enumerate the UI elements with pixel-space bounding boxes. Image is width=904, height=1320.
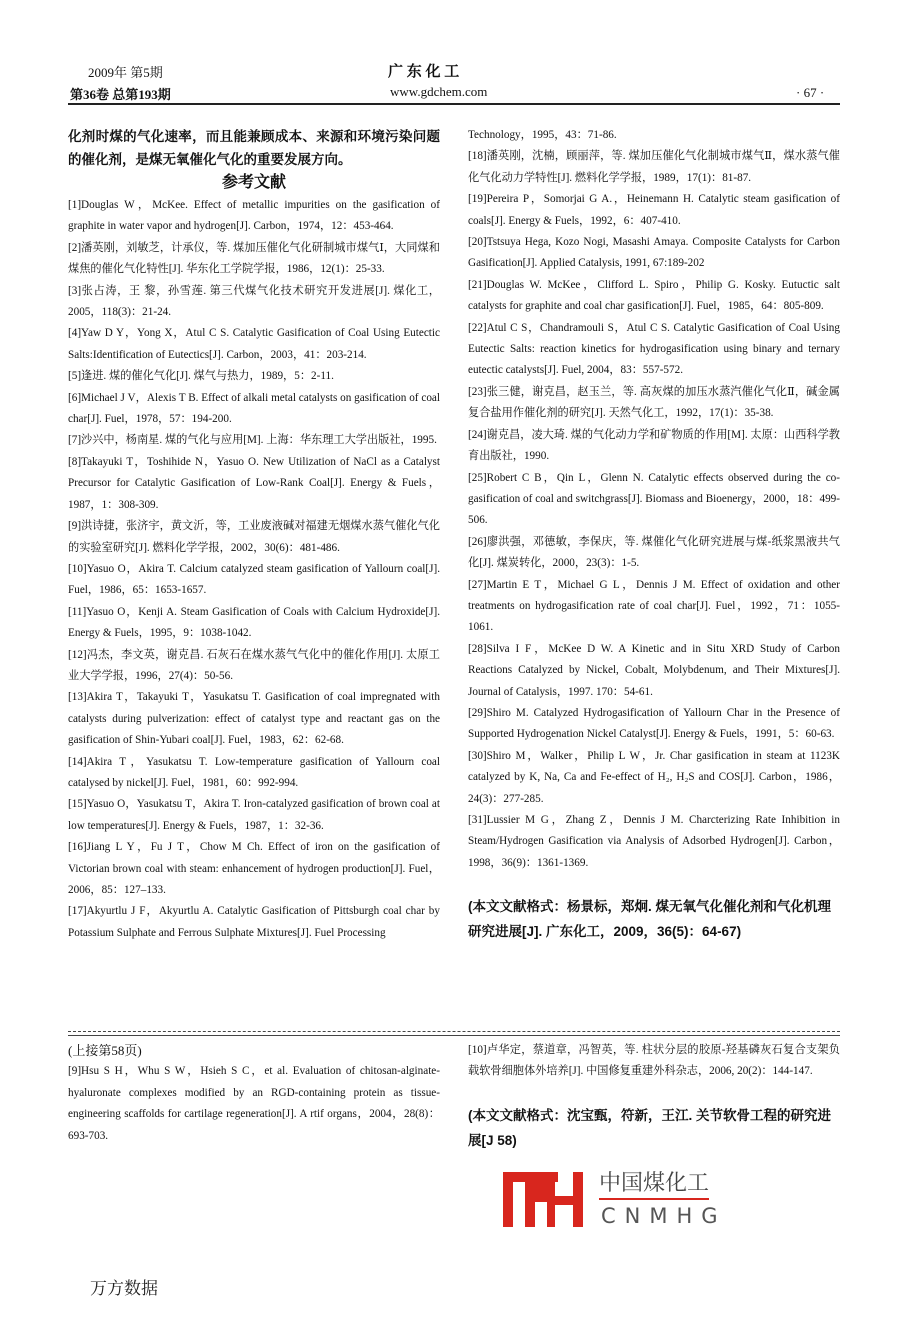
reference-item: [5]逢进. 煤的催化气化[J]. 煤气与热力，1989，5：2-11.: [68, 370, 334, 383]
reference-continuation: Technology，1995，43：71-86.: [468, 129, 617, 141]
reference-item: [25]Robert C B，Qin L，Glenn N. Catalytic effects observed during the co-gasification of coal and switchgrass[J]. Biomass and Bioenergy，2000，18：499-506.: [468, 471, 840, 527]
bottom-right-column: [468, 1040, 840, 1153]
reference-item: [12]冯杰，李文英，谢克昌. 石灰石在煤水蒸气气化中的催化作用[J]. 太原工业大学学报，1996，27(4)：50-56.: [68, 648, 440, 682]
reference-item: [17]Akyurtlu J F，Akyurtlu A. Catalytic Gasification of Pittsburgh coal char by Potassium Sulphate and Ferrous Sulphate Mixtures[J]. Fuel Processing: [68, 905, 440, 939]
reference-item: [21]Douglas W. McKee，Clifford L. Spiro，Philip G. Kosky. Eutuctic salt catalysts for graphite and coal char gasification[J]. Fuel，1985，64：805-809.: [468, 278, 840, 313]
reference-item: [30]Shiro M，Walker，Philip L W，Jr. Char gasification in steam at 1123K catalyzed by K, Na, Ca and Fe-effect of H₂, H₂S and COS[J]. Carbon，1986，24(3)：277-285.: [468, 749, 840, 805]
watermark-en-text: CNMHG: [601, 1204, 727, 1228]
reference-item: [11]Yasuo O，Kenji A. Steam Gasification of Coals with Calcium Hydroxide[J]. Energy & Fuels，1995，9：1038-1042.: [68, 605, 440, 640]
volume-label: 第36卷 总第193期: [70, 87, 171, 102]
citation-format: [468, 1103, 840, 1153]
reference-item: [10]卢华定，蔡道章，冯智英，等. 柱状分层的胶原-羟基磷灰石复合支架负载软骨细胞体外培养[J]. 中国修复重建外科杂志，2006, 20(2)：144-147.: [468, 1044, 840, 1078]
cnmhg-watermark-logo: [503, 1172, 728, 1232]
reference-item: [2]潘英刚，刘敏芝，计承仪，等. 煤加压催化气化研制城市煤气Ⅰ，大同煤和煤焦的催化气化特性[J]. 华东化工学院学报，1986，12(1)：25-33.: [68, 241, 440, 276]
reference-item: [8]Takayuki T，Toshihide N，Yasuo O. New Utilization of NaCl as a Catalyst Precursor for Catalytic Gasification of Low-Rank Coal[J]. Energy & Fuels，1987，1：308-309.: [68, 455, 440, 511]
reference-item: [9]Hsu S H，Whu S W，Hsieh S C，et al. Evaluation of chitosan-alginate-hyaluronate complexes modified by an RGD-containing protein as tissue-engineering scaffolds for cartilage regeneration[J]. A rtif organs，2004，28(8)：693-703.: [68, 1065, 440, 1142]
bottom-left-column: [68, 1040, 440, 1147]
reference-item: [16]Jiang L Y，Fu J T，Chow M Ch. Effect of iron on the gasification of Victorian brown coal with steam: enhancement of hydrogen production[J]. Fuel，2006，85：127–133.: [68, 841, 440, 896]
reference-item: [29]Shiro M. Catalyzed Hydrogasification of Yallourn Char in the Presence of Supported Hydrogenation Nickel Catalyst[J]. Energy & Fuels，1991，5：60-63.: [468, 706, 840, 741]
reference-item: [20]Tstsuya Hega, Kozo Nogi, Masashi Amaya. Composite Catalysts for Carbon Gasification[J]. Applied Catalysis, 1991, 67:189-202: [468, 236, 840, 270]
left-column: [68, 125, 440, 944]
page-number: · 67 ·: [796, 85, 825, 100]
citation-tail: 58): [497, 1132, 517, 1148]
reference-item: [15]Yasuo O，Yasukatsu T，Akira T. Iron-catalyzed gasification of brown coal at low temperatures[J]. Energy & Fuels，1987，1：32-36.: [68, 798, 440, 832]
citation-text: (本文文献格式：沈宝甄，符新，王江. 关节软骨工程的研究进展[J: [468, 1107, 831, 1148]
reference-item: [1]Douglas W，McKee. Effect of metallic impurities on the gasification of graphite in water vapor and hydrogen[J]. Carbon，1974，12：453-464.: [68, 199, 440, 233]
reference-item: [23]张三健，谢克昌，赵玉兰，等. 高灰煤的加压水蒸汽催化气化Ⅱ，碱金属复合盐用作催化剂的研究[J]. 天然气化工，1992，17(1)：35-38.: [468, 385, 840, 420]
reference-item: [3]张占涛，王 黎，孙雪莲. 第三代煤气化技术研究开发进展[J]. 煤化工，2005，118(3)：21-24.: [68, 284, 440, 319]
reference-item: [27]Martin E T，Michael G L，Dennis J M. Effect of oxidation and other treatments on hydrogasification rate of coal char[J]. Fuel，1992，71：1055-1061.: [468, 578, 840, 634]
footer-source: 万方数据: [90, 1279, 158, 1298]
reference-item: [26]廖洪强，邓德敏，李保庆，等. 煤催化气化研究进展与煤-纸浆黑液共气化[J]. 煤炭转化，2000，23(3)：1-5.: [468, 535, 840, 570]
reference-item: [14]Akira T，Yasukatsu T. Low-temperature gasification of Yallourn coal catalysed by nickel[J]. Fuel，1981，60：992-994.: [68, 755, 440, 789]
reference-item: [6]Michael J V，Alexis T B. Effect of alkali metal catalysts on gasification of coal char[J]. Fuel，1978，57：194-200.: [68, 391, 440, 426]
body-text: 化剂时煤的气化速率，而且能兼顾成本、来源和环境污染问题的催化剂，是煤无氧催化气化的重要发展方向。: [68, 129, 440, 167]
reference-item: [19]Pereira P，Somorjai G A.，Heinemann H. Catalytic steam gasification of coals[J]. Energy & Fuels，1992，6：407-410.: [468, 193, 840, 227]
reference-item: [24]谢克昌，凌大琦. 煤的气化动力学和矿物质的作用[M]. 太原：山西科学教育出版社，1990.: [468, 428, 840, 463]
reference-item: [9]洪诗捷，张济宇，黄文沂，等，工业废液碱对福建无烟煤水蒸气催化气化的实验室研究[J]. 燃料化学学报，2002，30(6)：481-486.: [68, 520, 440, 554]
reference-item: [7]沙兴中，杨南星. 煤的气化与应用[M]. 上海：华东理工大学出版社，1995.: [68, 434, 437, 447]
journal-title: 广 东 化 工: [388, 64, 460, 80]
right-column: [468, 125, 840, 944]
references-heading: 参考文献: [221, 174, 286, 191]
citation-format: (本文文献格式：杨景标，郑炯. 煤无氧气化催化剂和气化机理研究进展[J]. 广东化工，2009，36(5)：64-67): [468, 899, 831, 940]
reference-item: [10]Yasuo O，Akira T. Calcium catalyzed steam gasification of Yallourn coal[J]. Fuel，1986，65：1653-1657.: [68, 562, 440, 597]
reference-item: [22]Atul C S，Chandramouli S，Atul C S. Catalytic Gasification of Coal Using Eutectic Salts: reaction kinetics for hydrogasification using binary and ternary eutectic catalysts[J]. Fuel, 2004，83：557-572.: [468, 321, 840, 377]
journal-website: www.gdchem.com: [390, 84, 488, 99]
continued-from-label: (上接第58页): [68, 1043, 142, 1058]
issue-label: 2009年 第5期: [88, 65, 163, 80]
header-divider: [68, 103, 840, 105]
reference-item: [31]Lussier M G，Zhang Z，Dennis J M. Charcterizing Rate Inhibition in Steam/Hydrogen Gasification via Analysis of Adsorbed Hydrogen[J]. Carbon，1998，36(9)：1361-1369.: [468, 814, 840, 869]
reference-item: [28]Silva I F，McKee D W. A Kinetic and in Situ XRD Study of Carbon Reactions Catalyzed by Nickel, Cobalt, Molybdenum, and Their Mixtures[J]. Journal of Catalysis，1997. 170：54-61.: [468, 642, 840, 698]
reference-item: [18]潘英刚，沈楠，顾丽萍，等. 煤加压催化气化制城市煤气Ⅱ，煤水蒸气催化气化动力学特性[J]. 燃料化学学报，1989，17(1)：81-87.: [468, 150, 840, 184]
mh-logo-icon: [503, 1172, 603, 1232]
reference-item: [4]Yaw D Y，Yong X，Atul C S. Catalytic Gasification of Coal Using Eutectic Salts:Identification of Eutectics[J]. Carbon，2003，41：203-214.: [68, 327, 440, 361]
watermark-cn-text: 中国煤化工: [599, 1170, 709, 1200]
section-divider: [68, 1031, 840, 1036]
reference-item: [13]Akira T，Takayuki T，Yasukatsu T. Gasification of coal impregnated with catalysts during pulverization: effect of catalyst type and reactant gas on the gasification of Shin-Yubari coal[J]. Fuel，1983，62：62-68.: [68, 691, 440, 747]
